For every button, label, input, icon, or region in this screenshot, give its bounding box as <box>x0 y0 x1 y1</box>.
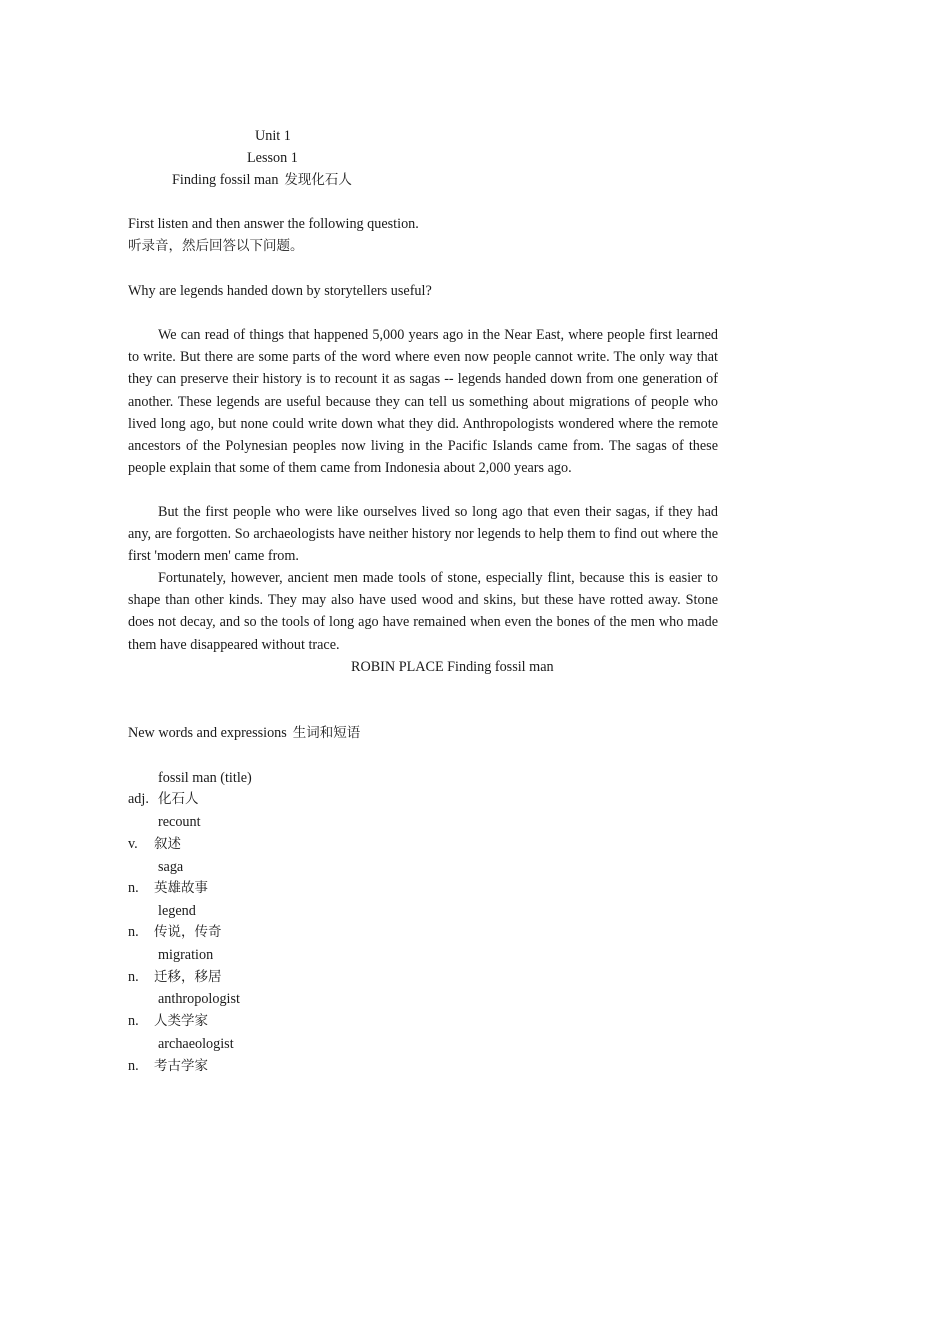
lesson-heading: Lesson 1 <box>247 150 298 166</box>
instruction-zh: 听录音，然后回答以下问题。 <box>128 238 304 254</box>
vocab-definition <box>128 968 222 986</box>
vocab-word: recount <box>158 814 201 830</box>
vocab-pos: n. <box>128 880 139 896</box>
vocab-meaning: 考古学家 <box>154 1058 208 1074</box>
attribution: ROBIN PLACE Finding fossil man <box>351 659 554 675</box>
vocab-definition <box>128 1012 208 1030</box>
vocab-meaning: 传说，传奇 <box>154 924 222 940</box>
lesson-title-zh: 发现化石人 <box>284 172 352 188</box>
passage-paragraph-3: Fortunately, however, ancient men made tools of stone, especially flint, because this is easier to shape than other kinds. They may also have used wood and skins, but these have rotted away. Stone does not decay, and so the tools of long ago have remained when even the bones of the men who made them have disappeared without trace. <box>128 570 718 653</box>
unit-heading: Unit 1 <box>255 128 291 144</box>
vocab-heading <box>128 724 360 742</box>
passage-paragraph-2: But the first people who were like ourselves lived so long ago that even their sagas, if they had any, are forgotten. So archaeologists have neither history nor legends to help them to find out where the first 'modern men' came from. <box>128 504 718 565</box>
vocab-word: migration <box>158 947 214 963</box>
lesson-title <box>172 171 352 189</box>
vocab-definition <box>128 923 222 941</box>
instruction-en: First listen and then answer the following question. <box>128 216 419 232</box>
question: Why are legends handed down by storytellers useful? <box>128 283 432 299</box>
vocab-definition <box>128 879 208 897</box>
vocab-meaning: 迁移，移居 <box>154 969 222 985</box>
passage-paragraph-1: We can read of things that happened 5,000 years ago in the Near East, where people first learned to write. But there are some parts of the word where even now people cannot write. The only way that they can preserve their history is to recount it as sagas -- legends handed down from one generation of another. These legends are useful because they can tell us something about migrations of people who lived long ago, but none could write down what they did. Anthropologists wondered where the remote ancestors of the Polynesian peoples now living in the Pacific Islands came from. The sagas of these people explain that some of them came from Indonesia about 2,000 years ago. <box>128 327 718 477</box>
vocab-word: fossil man (title) <box>158 770 252 786</box>
vocab-heading-zh: 生词和短语 <box>292 725 361 741</box>
vocab-pos: n. <box>128 969 139 985</box>
vocab-meaning: 化石人 <box>158 791 199 807</box>
vocab-pos: adj. <box>128 791 149 807</box>
vocab-meaning: 叙述 <box>154 836 181 852</box>
vocab-pos: n. <box>128 1058 139 1074</box>
vocab-pos: v. <box>128 836 138 852</box>
vocab-heading-en: New words and expressions <box>128 725 287 741</box>
vocab-pos: n. <box>128 1013 139 1029</box>
vocab-word: legend <box>158 903 196 919</box>
vocab-definition <box>128 790 199 808</box>
vocab-meaning: 英雄故事 <box>154 880 208 896</box>
lesson-title-en: Finding fossil man <box>172 172 279 188</box>
vocab-definition <box>128 1057 208 1075</box>
vocab-word: archaeologist <box>158 1036 234 1052</box>
vocab-word: anthropologist <box>158 991 240 1007</box>
vocab-definition <box>128 835 181 853</box>
vocab-word: saga <box>158 859 184 875</box>
vocab-meaning: 人类学家 <box>154 1013 208 1029</box>
vocab-pos: n. <box>128 924 139 940</box>
